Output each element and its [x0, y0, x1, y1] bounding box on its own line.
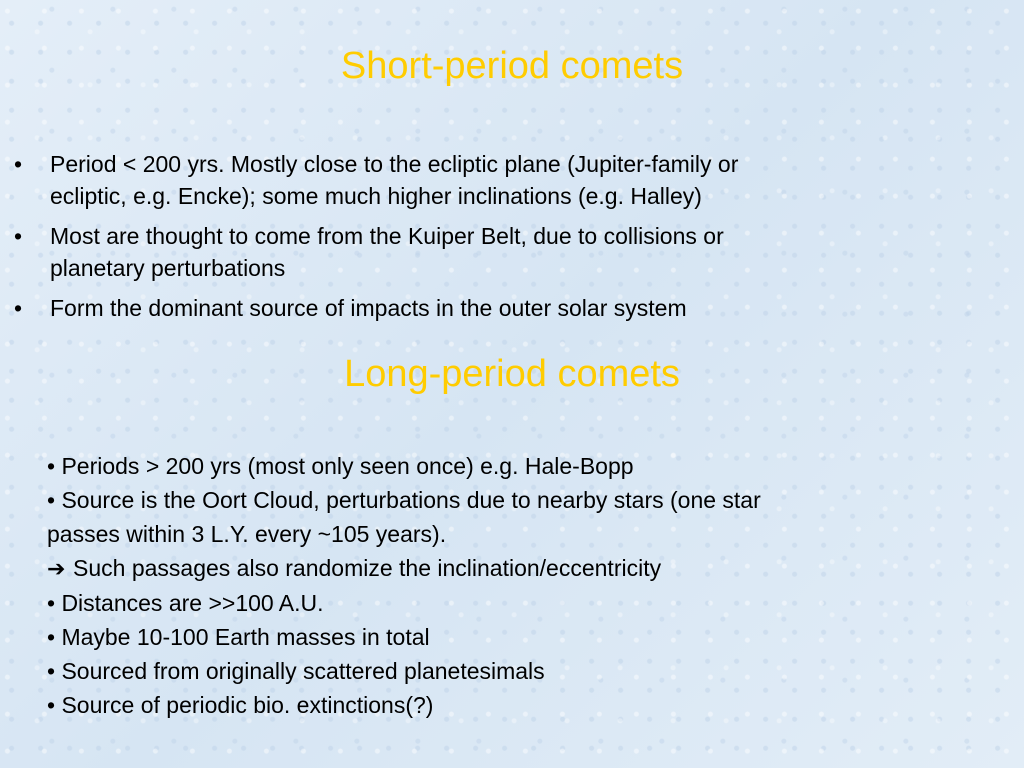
- bullet-text-line: ecliptic, e.g. Encke); some much higher inclinations (e.g. Halley): [50, 183, 702, 209]
- bullet-text-line: Most are thought to come from the Kuiper Belt, due to collisions or: [50, 223, 724, 249]
- bullet-marker: •: [14, 151, 23, 177]
- text-line: • Periods > 200 yrs (most only seen once) e.g. Hale-Bopp: [47, 453, 634, 479]
- short-period-title: Short-period comets: [340, 45, 684, 87]
- long-period-title: Long-period comets: [344, 353, 680, 395]
- text-line-content: Such passages also randomize the inclination/eccentricity: [73, 555, 662, 581]
- bullet-marker: •: [14, 223, 23, 249]
- text-line: • Sourced from originally scattered planetesimals: [47, 658, 545, 684]
- text-line: • Source of periodic bio. extinctions(?): [47, 692, 434, 718]
- list-item: [14, 220, 914, 284]
- bullet-text-line: Form the dominant source of impacts in the outer solar system: [50, 295, 687, 321]
- text-line: • Distances are >>100 A.U.: [47, 590, 324, 616]
- list-item: [14, 148, 914, 212]
- text-line: [47, 551, 947, 586]
- bullet-text-line: Period < 200 yrs. Mostly close to the ecliptic plane (Jupiter-family or: [50, 151, 739, 177]
- bullet-text-line: planetary perturbations: [50, 255, 286, 281]
- text-line: • Source is the Oort Cloud, perturbations due to nearby stars (one star: [47, 487, 761, 513]
- right-arrow-icon: ➔: [47, 556, 66, 581]
- text-line: passes within 3 L.Y. every ~105 years).: [47, 521, 447, 547]
- bullet-marker: •: [14, 295, 23, 321]
- text-line: • Maybe 10-100 Earth masses in total: [47, 624, 430, 650]
- long-period-text-block: [47, 449, 947, 722]
- short-period-bullet-list: [14, 148, 914, 332]
- list-item: [14, 292, 914, 324]
